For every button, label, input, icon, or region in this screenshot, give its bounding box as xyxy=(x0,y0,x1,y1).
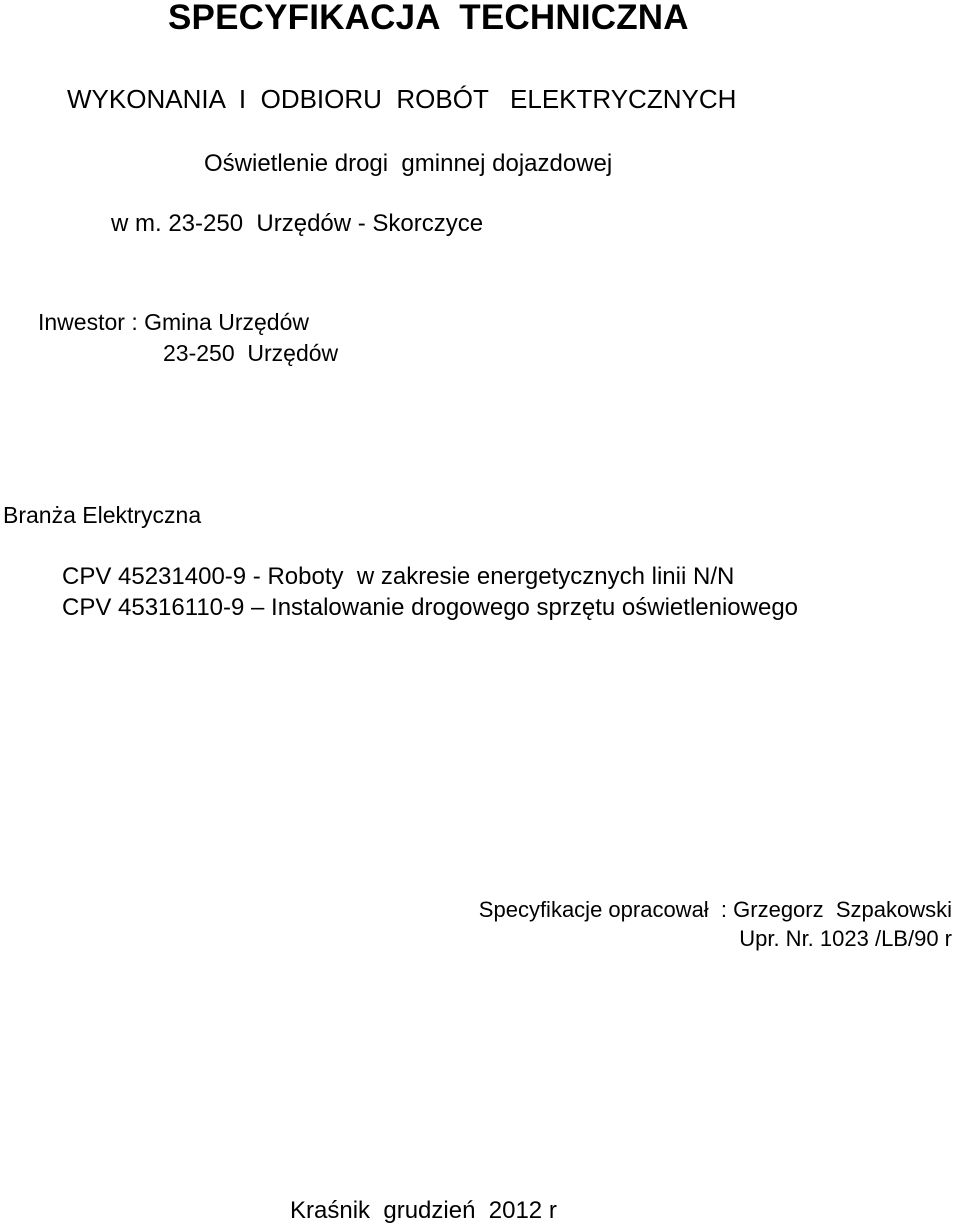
cpv-code-line: CPV 45316110-9 – Instalowanie drogowego sprzętu oświetleniowego xyxy=(62,594,799,621)
project-name: Oświetlenie drogi gminnej dojazdowej xyxy=(204,150,613,177)
investor-name: Inwestor : Gmina Urzędów xyxy=(38,309,309,335)
cpv-code-line: CPV 45231400-9 - Roboty w zakresie energetycznych linii N/N xyxy=(62,563,735,590)
license-number: Upr. Nr. 1023 /LB/90 r xyxy=(739,926,952,951)
project-location: w m. 23-250 Urzędów - Skorczyce xyxy=(111,210,484,237)
branch-label: Branża Elektryczna xyxy=(3,502,202,528)
author-line: Specyfikacje opracował : Grzegorz Szpakowski xyxy=(478,897,952,922)
document-subtitle: WYKONANIA I ODBIORU ROBÓT ELEKTRYCZNYCH xyxy=(67,84,737,114)
document-title: SPECYFIKACJA TECHNICZNA xyxy=(168,0,689,37)
investor-address: 23-250 Urzędów xyxy=(163,340,339,366)
place-and-date: Kraśnik grudzień 2012 r xyxy=(290,1197,557,1224)
